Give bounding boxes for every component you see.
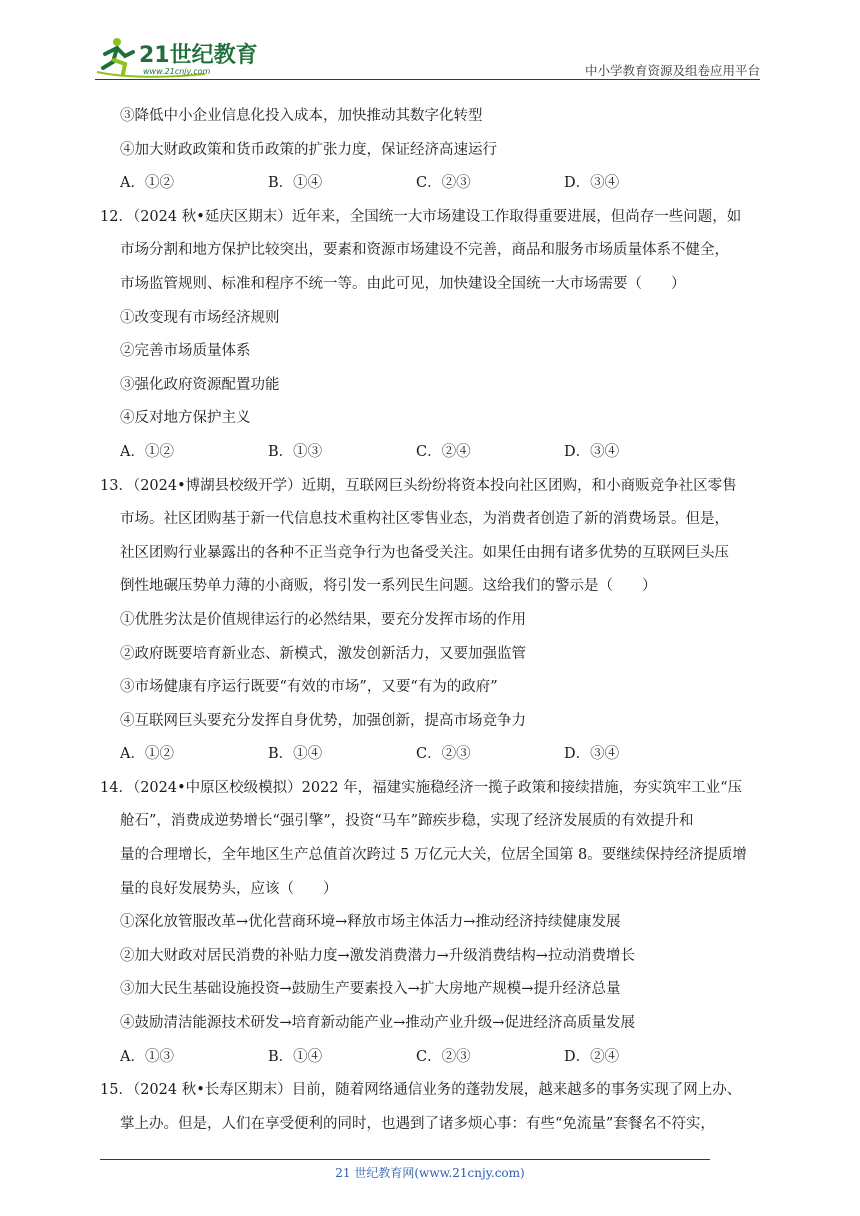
q14-choices [120, 1041, 768, 1075]
page-header [95, 34, 760, 80]
q11-option-4: ④加大财政政策和货币政策的扩张力度，保证经济高速运行 [120, 141, 497, 158]
logo-icon [95, 34, 265, 78]
q11-choices [120, 167, 768, 201]
choice-c[interactable]: C．②③ [416, 175, 471, 192]
q13-option-3: ③市场健康有序运行既要“有效的市场”，又要“有为的政府” [120, 679, 498, 696]
q13-stem-line-4: 倒性地碾压势单力薄的小商贩，将引发一系列民生问题。这给我们的警示是（ ） [120, 578, 657, 595]
q11-option-3: ③降低中小企业信息化投入成本，加快推动其数字化转型 [120, 108, 483, 124]
q13-option-4: ④互联网巨头要充分发挥自身优势，加强创新，提高市场竞争力 [120, 712, 526, 729]
q14-option-3: ③加大民生基础设施投资→鼓励生产要素投入→扩大房地产规模→提升经济总量 [120, 981, 621, 998]
choice-c[interactable]: C．②④ [416, 443, 471, 460]
q12-option-4: ④反对地方保护主义 [120, 410, 251, 427]
question-13 [100, 470, 768, 772]
q14-stem-line-1: 14．（2024•中原区校级模拟）2022 年，福建实施稳经济一揽子政策和接续措施，夯实筑牢工业“压 [100, 779, 743, 796]
question-content [100, 100, 768, 1141]
q14-stem-line-3: 量的合理增长，全年地区生产总值首次跨过 5 万亿元大关，位居全国第 8。要继续保持经济提质增 [120, 847, 747, 864]
q12-stem-line-2: 市场分割和地方保护比较突出，要素和资源市场建设不完善，商品和服务市场质量体系不健全， [120, 242, 729, 259]
footer-divider [100, 1159, 710, 1160]
choice-a[interactable]: A．①③ [120, 1048, 174, 1065]
q12-option-3: ③强化政府资源配置功能 [120, 376, 280, 393]
choice-b[interactable]: B．①③ [268, 443, 323, 460]
choice-b[interactable]: B．①④ [268, 746, 323, 763]
question-15 [100, 1074, 768, 1141]
choice-a[interactable]: A．①② [120, 443, 174, 460]
q13-option-2: ②政府既要培育新业态、新模式，激发创新活力，又要加强监管 [120, 645, 526, 662]
choice-b[interactable]: B．①④ [268, 1048, 323, 1065]
svg-text:www.21cnjy.com: www.21cnjy.com [143, 67, 211, 76]
choice-a[interactable]: A．①② [120, 175, 174, 192]
q12-option-1: ①改变现有市场经济规则 [120, 309, 280, 326]
choice-c[interactable]: C．②③ [416, 746, 471, 763]
q12-stem-line-3: 市场监管规则、标准和程序不统一等。由此可见，加快建设全国统一大市场需要（ ） [120, 275, 686, 292]
q12-option-2: ②完善市场质量体系 [120, 343, 251, 360]
q13-stem-line-1: 13．（2024•博湖县校级开学）近期，互联网巨头纷纷将资本投向社区团购，和小商贩竞争社区零售 [100, 477, 737, 494]
choice-d[interactable]: D．③④ [564, 746, 620, 763]
q14-option-2: ②加大财政对居民消费的补贴力度→激发消费潜力→升级消费结构→拉动消费增长 [120, 947, 635, 964]
question-12 [100, 201, 768, 470]
choice-d[interactable]: D．③④ [564, 175, 620, 192]
q14-stem-line-4: 量的良好发展势头，应该（ ） [120, 880, 338, 897]
header-divider [95, 79, 760, 80]
q12-stem-line-1: 12．（2024 秋•延庆区期末）近年来，全国统一大市场建设工作取得重要进展，但尚存一些问题，如 [100, 208, 742, 225]
q13-option-1: ①优胜劣汰是价值规律运行的必然结果，要充分发挥市场的作用 [120, 611, 526, 628]
platform-name: 中小学教育资源及组卷应用平台 [584, 63, 760, 78]
q14-option-1: ①深化放管服改革→优化营商环境→释放市场主体活力→推动经济持续健康发展 [120, 914, 621, 931]
question-11-tail [120, 100, 768, 201]
q15-stem-line-2: 掌上办。但是，人们在享受便利的同时，也遇到了诸多烦心事：有些“免流量”套餐名不符实， [120, 1115, 715, 1132]
choice-d[interactable]: D．②④ [564, 1048, 620, 1065]
choice-d[interactable]: D．③④ [564, 443, 620, 460]
q12-choices [120, 436, 768, 470]
q13-stem-line-3: 社区团购行业暴露出的各种不正当竞争行为也备受关注。如果任由拥有诸多优势的互联网巨头压 [120, 544, 729, 561]
choice-c[interactable]: C．②③ [416, 1048, 471, 1065]
choice-a[interactable]: A．①② [120, 746, 174, 763]
q13-stem-line-2: 市场。社区团购基于新一代信息技术重构社区零售业态，为消费者创造了新的消费场景。但是， [120, 511, 729, 528]
svg-text:21世纪教育: 21世纪教育 [139, 43, 258, 68]
footer-link[interactable]: 21 世纪教育网(www.21cnjy.com) [335, 1166, 525, 1180]
choice-b[interactable]: B．①④ [268, 175, 323, 192]
q13-choices [120, 738, 768, 772]
q14-stem-line-2: 舱石”，消费成逆势增长“强引擎”，投资“马车”蹄疾步稳，实现了经济发展质的有效提升和 [120, 813, 694, 830]
q15-stem-line-1: 15．（2024 秋•长寿区期末）目前，随着网络通信业务的蓬勃发展，越来越多的事务实现了网上办、 [100, 1082, 742, 1099]
q14-option-4: ④鼓励清洁能源技术研发→培育新动能产业→推动产业升级→促进经济高质量发展 [120, 1015, 635, 1032]
question-14 [100, 772, 768, 1074]
